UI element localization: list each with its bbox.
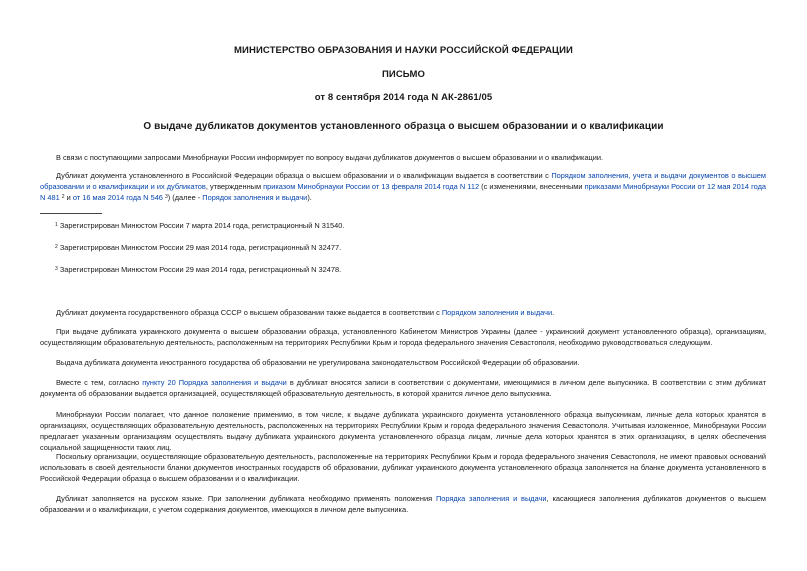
- ministry-title: МИНИСТЕРСТВО ОБРАЗОВАНИЯ И НАУКИ РОССИЙСКОЙ ФЕДЕРАЦИИ: [234, 45, 573, 56]
- paragraph-3: [40, 307, 766, 318]
- paragraph-4: [40, 326, 766, 348]
- paragraph-2: [40, 170, 766, 205]
- p2-text-d: и: [64, 193, 73, 202]
- link-poryadok-vydachi[interactable]: Порядок заполнения и выдачи: [202, 193, 308, 202]
- p3-text-a: Дубликат документа государственного образца СССР о высшем образовании также выдается в соответствии с: [56, 308, 442, 317]
- link-prikaz-481[interactable]: приказами Минобрнауки России от 12 мая 2014 года N 481: [40, 182, 766, 202]
- link-punkt-20[interactable]: пункту 20 Порядка заполнения и выдачи: [142, 378, 287, 387]
- footnote-mark-3: 3: [164, 194, 168, 200]
- footnote-divider: [40, 213, 102, 214]
- p2-text-e: ) (далее -: [167, 193, 203, 202]
- p9-text-a: Дубликат заполняется на русском языке. При заполнении дубликата необходимо применять положения: [56, 494, 436, 503]
- footnote-1-text: Зарегистрирован Минюстом России 7 марта 2014 года, регистрационный N 31540.: [59, 221, 345, 230]
- footnote-3: [55, 264, 341, 277]
- p6-text-b: в дубликат вносятся записи в соответствии с документами, имеющимися в личном деле выпускника. В соответствии с этим дубликат документа об образовании выдается организацией, осуществляющей образовательную деятельность, в которой хранится личное дело выпускника.: [40, 378, 766, 398]
- paragraph-1-text: В связи с поступающими запросами Минобрнауки России информирует по вопросу выдачи дубликатов документов о высшем образовании и о квалификации.: [56, 153, 604, 162]
- p2-text-c: (с изменениями, внесенными: [479, 182, 585, 191]
- footnote-3-mark: 3: [55, 266, 58, 272]
- paragraph-7-text: Минобрнауки России полагает, что данное положение применимо, в том числе, к выдаче дубликата украинского документа установленного образца выпускникам, личные дела которых хранятся в организациях, осуществляющих образовательную деятельность, расположенных на территориях Республики Крым и города федерального значения Севастополя. Учитывая изложенное, Минобрнауки России предлагает указанным организациям осуществлять выдачу дубликата украинского документа установленного образца лицам, личные дела которых хранятся в этих организациях, в целях обеспечения социальной защищенности таких лиц.: [40, 410, 766, 452]
- link-poryadok-zapolneniya[interactable]: Порядком заполнения, учета и выдачи документов о высшем образовании и о квалификации и их дубликатов: [40, 171, 766, 191]
- document-date-number: от 8 сентября 2014 года N АК-2861/05: [314, 92, 493, 103]
- footnote-3-text: Зарегистрирован Минюстом России 29 мая 2014 года, регистрационный N 32478.: [59, 265, 342, 274]
- p2-text-a: Дубликат документа установленного в Российской Федерации образца о высшем образовании и о квалификации выдается в соответствии с: [56, 171, 552, 180]
- p2-text-f: ).: [307, 193, 312, 202]
- footnote-1: [55, 220, 344, 233]
- footnote-1-mark: 1: [55, 222, 58, 228]
- paragraph-4-text: При выдаче дубликата украинского документа о высшем образовании образца, установленного Кабинетом Министров Украины (далее - украинский документ установленного образца), организациям, осуществляющим образовательную деятельность, расположенным на территориях Республики Крым и города федерального значения Севастополя, необходимо руководствоваться следующим.: [40, 327, 766, 347]
- footnote-2: [55, 242, 341, 255]
- p3-text-b: .: [552, 308, 555, 317]
- paragraph-8-text: Поскольку организации, осуществляющие образовательную деятельность, расположенные на территориях Республики Крым и города федерального значения Севастополя, не имеют правовых оснований использовать в своей деятельности бланки документов иностранных государств об образовании, дубликат украинского документа установленного образца заполняется на бланке документа установленного в Российской Федерации образца о высшем образовании и о квалификации.: [40, 452, 766, 483]
- link-poryadka-zapolneniya[interactable]: Порядка заполнения и выдачи: [435, 494, 547, 503]
- p2-text-b: , утвержденным: [205, 182, 264, 191]
- footnote-2-mark: 2: [55, 244, 58, 250]
- paragraph-1: [40, 152, 766, 163]
- link-prikaz-112[interactable]: приказом Минобрнауки России от 13 февраля 2014 года N 112: [263, 182, 480, 191]
- document-subject: О выдаче дубликатов документов установленного образца о высшем образовании и о квалификации: [143, 121, 664, 132]
- document-type: ПИСЬМО: [381, 69, 425, 80]
- paragraph-6: [40, 377, 766, 399]
- link-prikaz-546[interactable]: от 16 мая 2014 года N 546: [72, 193, 163, 202]
- p9-text-b: , касающиеся заполнения дубликатов документов о высшем образовании и о квалификации, с учетом содержания документов, имеющихся в личном деле выпускника.: [40, 494, 766, 514]
- paragraph-5: [40, 357, 766, 368]
- paragraph-7: [40, 409, 766, 453]
- link-poryadok-zapolneniya-vydachi[interactable]: Порядком заполнения и выдачи: [441, 308, 553, 317]
- footnote-mark-2: 2: [61, 194, 65, 200]
- paragraph-9: [40, 493, 766, 515]
- paragraph-8: [40, 451, 766, 484]
- footnote-2-text: Зарегистрирован Минюстом России 29 мая 2014 года, регистрационный N 32477.: [59, 243, 342, 252]
- paragraph-5-text: Выдача дубликата документа иностранного государства об образовании не урегулирована законодательством Российской Федерации об образовании.: [56, 358, 580, 367]
- p6-text-a: Вместе с тем, согласно: [56, 378, 143, 387]
